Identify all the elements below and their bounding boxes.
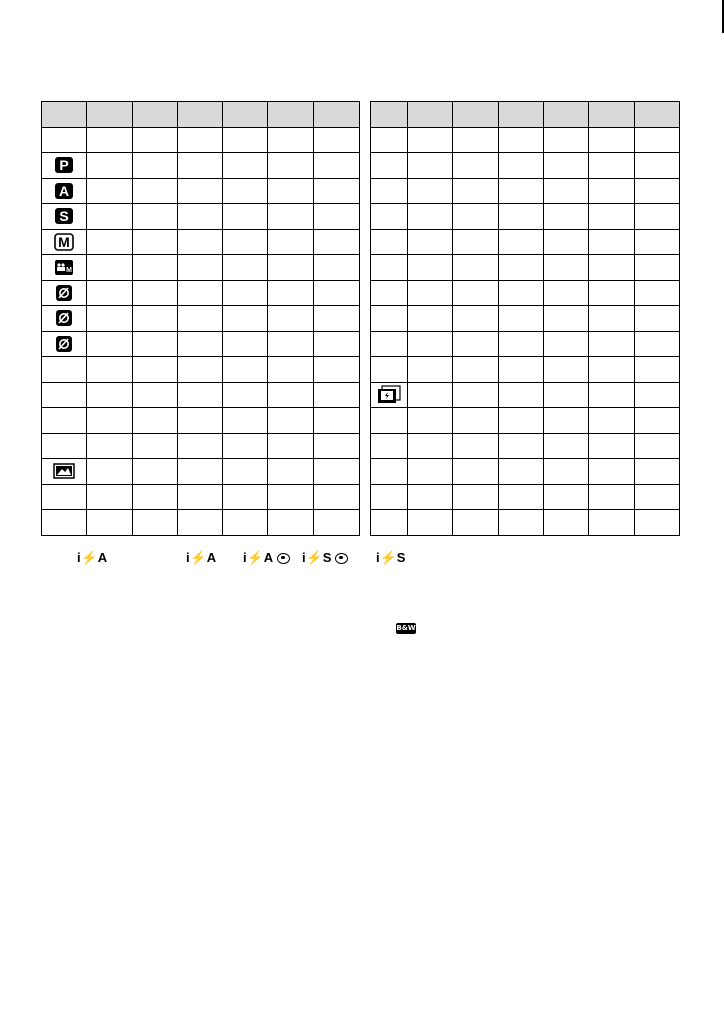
table-cell xyxy=(499,153,544,179)
table-row xyxy=(371,280,680,306)
row-label-cell xyxy=(42,331,87,357)
table-cell xyxy=(499,280,544,306)
table-row xyxy=(42,280,360,306)
table-cell xyxy=(589,306,635,332)
table-cell xyxy=(268,153,314,179)
table-cell xyxy=(499,484,544,510)
header-cell xyxy=(133,102,178,128)
row-label-cell xyxy=(371,204,408,230)
table-row xyxy=(42,510,360,536)
flash-symbol-row xyxy=(0,550,724,570)
table-row xyxy=(42,127,360,153)
table-cell xyxy=(453,484,499,510)
flash-auto-symbol: i⚡A xyxy=(186,550,217,565)
table-cell xyxy=(589,484,635,510)
table-cell xyxy=(544,510,589,536)
table-cell xyxy=(178,306,223,332)
row-label-cell xyxy=(42,357,87,383)
table-row xyxy=(371,127,680,153)
row-label-cell xyxy=(371,331,408,357)
table-row xyxy=(42,153,360,179)
table-cell xyxy=(635,178,680,204)
table-row xyxy=(371,229,680,255)
row-label-cell xyxy=(371,255,408,281)
table-cell xyxy=(544,433,589,459)
table-cell xyxy=(589,510,635,536)
table-cell xyxy=(589,331,635,357)
table-row xyxy=(42,484,360,510)
table-cell xyxy=(453,331,499,357)
table-cell xyxy=(635,204,680,230)
table-cell xyxy=(314,331,360,357)
row-label-cell xyxy=(42,433,87,459)
table-cell xyxy=(268,204,314,230)
row-label-cell xyxy=(42,204,87,230)
row-label-cell xyxy=(371,306,408,332)
table-header-row xyxy=(42,102,360,128)
table-cell xyxy=(87,433,133,459)
table-cell xyxy=(178,408,223,434)
table-cell xyxy=(408,127,453,153)
table-cell xyxy=(133,408,178,434)
row-label-cell xyxy=(371,280,408,306)
table-cell xyxy=(268,408,314,434)
red-eye-icon xyxy=(277,553,290,564)
table-cell xyxy=(408,510,453,536)
table-cell xyxy=(544,459,589,485)
table-cell xyxy=(268,433,314,459)
table-cell xyxy=(635,229,680,255)
table-cell xyxy=(133,331,178,357)
table-cell xyxy=(499,408,544,434)
custom-mode-icon xyxy=(55,284,73,302)
table-cell xyxy=(178,459,223,485)
table-cell xyxy=(314,510,360,536)
header-cell xyxy=(314,102,360,128)
scenery-icon xyxy=(53,463,75,479)
table-cell xyxy=(268,331,314,357)
table-cell xyxy=(268,459,314,485)
table-cell xyxy=(268,229,314,255)
table-cell xyxy=(453,510,499,536)
header-cell xyxy=(453,102,499,128)
table-cell xyxy=(453,178,499,204)
table-cell xyxy=(453,357,499,383)
table-cell xyxy=(544,357,589,383)
table-cell xyxy=(314,127,360,153)
table-cell xyxy=(87,408,133,434)
table-row xyxy=(42,357,360,383)
table-row xyxy=(371,255,680,281)
table-row xyxy=(371,331,680,357)
table-cell xyxy=(223,331,268,357)
a-mode-icon xyxy=(54,182,74,200)
table-cell xyxy=(453,280,499,306)
table-cell xyxy=(178,255,223,281)
table-cell xyxy=(408,178,453,204)
table-cell xyxy=(408,331,453,357)
table-cell xyxy=(178,229,223,255)
table-row xyxy=(371,433,680,459)
table-cell xyxy=(223,306,268,332)
table-cell xyxy=(314,408,360,434)
table-cell xyxy=(408,484,453,510)
flash-slow-symbol: i⚡S xyxy=(376,550,406,565)
row-label-cell xyxy=(42,229,87,255)
table-cell xyxy=(544,382,589,408)
table-cell xyxy=(268,280,314,306)
row-label-cell xyxy=(42,153,87,179)
table-cell xyxy=(268,127,314,153)
table-cell xyxy=(408,433,453,459)
table-cell xyxy=(268,510,314,536)
table-cell xyxy=(133,306,178,332)
table-cell xyxy=(314,484,360,510)
table-cell xyxy=(133,484,178,510)
table-cell xyxy=(314,280,360,306)
table-cell xyxy=(635,510,680,536)
table-cell xyxy=(223,484,268,510)
table-cell xyxy=(223,280,268,306)
table-cell xyxy=(453,306,499,332)
table-cell xyxy=(589,382,635,408)
table-cell xyxy=(544,229,589,255)
table-cell xyxy=(133,127,178,153)
table-cell xyxy=(314,382,360,408)
svg-text:M: M xyxy=(58,233,70,250)
table-header-row xyxy=(371,102,680,128)
table-cell xyxy=(453,127,499,153)
table-cell xyxy=(408,357,453,383)
header-cell xyxy=(544,102,589,128)
table-cell xyxy=(544,127,589,153)
table-cell xyxy=(223,127,268,153)
table-cell xyxy=(87,280,133,306)
table-cell xyxy=(133,204,178,230)
table-cell xyxy=(178,331,223,357)
table-cell xyxy=(635,280,680,306)
table-cell xyxy=(635,331,680,357)
row-label-cell xyxy=(371,153,408,179)
table-cell xyxy=(499,306,544,332)
row-label-cell xyxy=(371,459,408,485)
table-cell xyxy=(87,357,133,383)
table-row xyxy=(371,382,680,408)
header-cell xyxy=(42,102,87,128)
table-cell xyxy=(268,382,314,408)
table-cell xyxy=(544,280,589,306)
table-cell xyxy=(499,204,544,230)
row-label-cell xyxy=(371,510,408,536)
table-cell xyxy=(499,433,544,459)
table-cell xyxy=(453,408,499,434)
table-cell xyxy=(408,153,453,179)
table-cell xyxy=(544,331,589,357)
table-cell xyxy=(223,510,268,536)
table-cell xyxy=(589,459,635,485)
table-cell xyxy=(499,382,544,408)
table-cell xyxy=(589,408,635,434)
table-cell xyxy=(408,382,453,408)
table-cell xyxy=(589,229,635,255)
table-cell xyxy=(87,510,133,536)
table-row xyxy=(42,459,360,485)
row-label-cell xyxy=(42,408,87,434)
table-cell xyxy=(223,357,268,383)
table-cell xyxy=(408,306,453,332)
table-cell xyxy=(589,433,635,459)
table-cell xyxy=(544,255,589,281)
header-cell xyxy=(589,102,635,128)
table-cell xyxy=(87,255,133,281)
table-cell xyxy=(268,357,314,383)
table-row xyxy=(371,484,680,510)
header-cell xyxy=(408,102,453,128)
table-cell xyxy=(178,153,223,179)
table-cell xyxy=(635,433,680,459)
table-cell xyxy=(453,382,499,408)
table-cell xyxy=(314,357,360,383)
header-cell xyxy=(223,102,268,128)
table-row xyxy=(42,382,360,408)
table-cell xyxy=(314,178,360,204)
table-cell xyxy=(453,229,499,255)
table-cell xyxy=(87,306,133,332)
table-cell xyxy=(589,178,635,204)
table-row xyxy=(371,306,680,332)
header-cell xyxy=(635,102,680,128)
table-cell xyxy=(223,382,268,408)
header-cell xyxy=(499,102,544,128)
table-cell xyxy=(499,357,544,383)
header-cell xyxy=(87,102,133,128)
table-row xyxy=(42,433,360,459)
table-cell xyxy=(314,433,360,459)
table-cell xyxy=(178,433,223,459)
row-label-cell xyxy=(42,255,87,281)
table-cell xyxy=(544,408,589,434)
table-cell xyxy=(314,255,360,281)
flash-auto-redeye-symbol: i⚡A xyxy=(243,550,290,566)
table-cell xyxy=(87,331,133,357)
table-cell xyxy=(87,229,133,255)
table-row xyxy=(42,331,360,357)
m-mode-icon xyxy=(54,233,74,251)
flash-slow-redeye-symbol: i⚡S xyxy=(302,550,348,566)
row-label-cell xyxy=(42,127,87,153)
table-cell xyxy=(589,204,635,230)
table-cell xyxy=(453,433,499,459)
row-label-cell xyxy=(42,306,87,332)
table-cell xyxy=(589,280,635,306)
table-cell xyxy=(589,153,635,179)
table-cell xyxy=(268,306,314,332)
table-cell xyxy=(408,408,453,434)
table-cell xyxy=(223,408,268,434)
table-cell xyxy=(87,178,133,204)
table-row xyxy=(42,306,360,332)
table-cell xyxy=(635,459,680,485)
table-row xyxy=(371,510,680,536)
table-row xyxy=(42,408,360,434)
table-cell xyxy=(408,459,453,485)
table-cell xyxy=(87,382,133,408)
table-cell xyxy=(499,127,544,153)
table-cell xyxy=(133,255,178,281)
table-cell xyxy=(453,459,499,485)
table-cell xyxy=(178,510,223,536)
table-cell xyxy=(544,153,589,179)
table-cell xyxy=(499,459,544,485)
table-cell xyxy=(223,178,268,204)
table-cell xyxy=(87,127,133,153)
header-cell xyxy=(268,102,314,128)
table-cell xyxy=(178,357,223,383)
s-mode-icon xyxy=(54,207,74,225)
bw-mode-icon: B&W xyxy=(396,624,416,632)
row-label-cell xyxy=(371,484,408,510)
table-cell xyxy=(223,153,268,179)
table-row xyxy=(371,408,680,434)
table-cell xyxy=(178,280,223,306)
table-row xyxy=(371,204,680,230)
table-cell xyxy=(133,459,178,485)
row-label-cell xyxy=(371,357,408,383)
table-cell xyxy=(133,178,178,204)
table-cell xyxy=(544,178,589,204)
row-label-cell xyxy=(42,459,87,485)
table-cell xyxy=(544,484,589,510)
table-cell xyxy=(314,229,360,255)
header-cell xyxy=(178,102,223,128)
svg-text:M: M xyxy=(66,266,72,274)
table-cell xyxy=(87,204,133,230)
table-cell xyxy=(268,484,314,510)
table-cell xyxy=(178,382,223,408)
svg-text:S: S xyxy=(59,208,69,225)
burst-flash-icon xyxy=(377,385,401,404)
row-label-cell xyxy=(42,280,87,306)
table-row xyxy=(371,153,680,179)
table-row xyxy=(42,178,360,204)
table-cell xyxy=(133,229,178,255)
table-cell xyxy=(408,229,453,255)
table-cell xyxy=(178,484,223,510)
table-cell xyxy=(133,382,178,408)
table-cell xyxy=(589,127,635,153)
table-cell xyxy=(133,280,178,306)
red-eye-icon xyxy=(335,553,348,564)
row-label-cell xyxy=(371,178,408,204)
table-cell xyxy=(635,127,680,153)
custom-mode-icon xyxy=(55,309,73,327)
table-cell xyxy=(223,229,268,255)
row-label-cell xyxy=(42,484,87,510)
table-cell xyxy=(499,331,544,357)
table-cell xyxy=(408,280,453,306)
table-cell xyxy=(408,204,453,230)
movie-manual-icon xyxy=(54,259,74,276)
table-cell xyxy=(635,357,680,383)
table-cell xyxy=(178,178,223,204)
row-label-cell xyxy=(371,127,408,153)
table-cell xyxy=(589,255,635,281)
table-cell xyxy=(499,178,544,204)
table-cell xyxy=(133,153,178,179)
svg-text:P: P xyxy=(59,157,69,174)
table-cell xyxy=(133,433,178,459)
table-cell xyxy=(268,255,314,281)
table-row xyxy=(371,357,680,383)
table-row xyxy=(371,178,680,204)
table-cell xyxy=(499,229,544,255)
table-cell xyxy=(635,306,680,332)
table-row xyxy=(42,204,360,230)
table-cell xyxy=(133,357,178,383)
table-cell xyxy=(635,382,680,408)
row-label-cell xyxy=(371,229,408,255)
table-row xyxy=(42,229,360,255)
table-cell xyxy=(268,178,314,204)
table-cell xyxy=(314,459,360,485)
table-cell xyxy=(453,204,499,230)
table-cell xyxy=(635,153,680,179)
flash-auto-symbol: i⚡A xyxy=(77,550,108,565)
table-row xyxy=(42,255,360,281)
table-cell xyxy=(87,153,133,179)
table-cell xyxy=(223,204,268,230)
row-label-cell xyxy=(42,178,87,204)
table-cell xyxy=(453,153,499,179)
table-row xyxy=(371,459,680,485)
table-cell xyxy=(499,510,544,536)
row-label-cell xyxy=(371,408,408,434)
table-cell xyxy=(635,408,680,434)
custom-mode-icon xyxy=(55,335,73,353)
header-cell xyxy=(371,102,408,128)
right-mode-table xyxy=(370,101,680,536)
table-cell xyxy=(223,433,268,459)
row-label-cell xyxy=(42,382,87,408)
table-cell xyxy=(87,459,133,485)
row-label-cell xyxy=(371,433,408,459)
table-cell xyxy=(544,204,589,230)
left-mode-table xyxy=(41,101,360,536)
table-cell xyxy=(635,255,680,281)
table-cell xyxy=(499,255,544,281)
table-cell xyxy=(314,306,360,332)
row-label-cell xyxy=(371,382,408,408)
table-cell xyxy=(133,510,178,536)
table-cell xyxy=(178,204,223,230)
table-cell xyxy=(87,484,133,510)
table-cell xyxy=(453,255,499,281)
table-cell xyxy=(223,459,268,485)
table-cell xyxy=(635,484,680,510)
table-cell xyxy=(314,153,360,179)
table-cell xyxy=(223,255,268,281)
row-label-cell xyxy=(42,510,87,536)
svg-text:A: A xyxy=(58,182,70,199)
p-mode-icon xyxy=(54,156,74,174)
table-cell xyxy=(544,306,589,332)
table-cell xyxy=(589,357,635,383)
table-cell xyxy=(314,204,360,230)
table-cell xyxy=(408,255,453,281)
table-cell xyxy=(178,127,223,153)
